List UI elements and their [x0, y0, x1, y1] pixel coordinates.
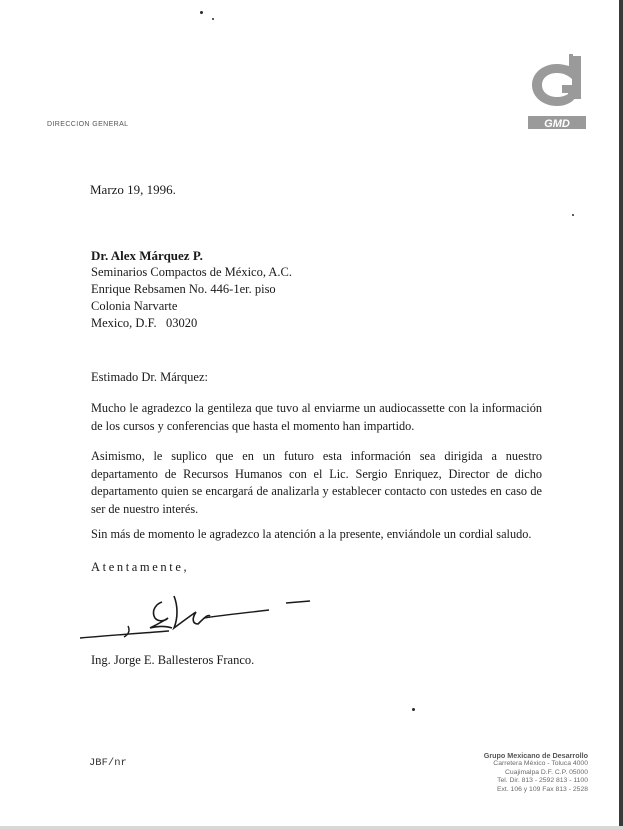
- handwritten-signature: [74, 588, 314, 644]
- salutation: Estimado Dr. Márquez:: [91, 370, 208, 384]
- footer-company: Grupo Mexicano de Desarrollo: [483, 751, 588, 760]
- signer-name: Ing. Jorge E. Ballesteros Franco.: [91, 653, 255, 667]
- recipient-neighborhood: Colonia Narvarte: [91, 299, 178, 313]
- gmd-logo: [526, 52, 588, 130]
- recipient-address-block: [91, 247, 292, 332]
- footer-address-line: Carretera México - Toluca 4000: [493, 760, 588, 768]
- body-paragraph: Asimismo, le suplico que en un futuro esta información sea dirigida a nuestro departamento de Recursos Humanos con el Lic. Sergio Enriquez, Director de dicho departamento quien se encargará de analizarla y establecer contacto con ustedes en caso de ser de nuestro interés.: [91, 449, 542, 516]
- logo-text: GMD: [544, 118, 570, 130]
- scan-speck: [572, 214, 574, 216]
- scan-border-right: [619, 0, 623, 829]
- body-paragraph: Sin más de momento le agradezco la atención a la presente, enviándole un cordial saludo.: [91, 527, 532, 541]
- recipient-street: Enrique Rebsamen No. 446-1er. piso: [91, 282, 276, 296]
- scan-speck: [200, 11, 203, 14]
- reference-initials: JBF/nr: [89, 757, 127, 769]
- footer-phone-line: Tel. Dir. 813 - 2592 813 - 1100: [497, 777, 588, 785]
- department-label: DIRECCION GENERAL: [47, 121, 129, 128]
- footer-phone-line: Ext. 106 y 109 Fax 813 - 2528: [496, 785, 588, 793]
- recipient-name: Dr. Alex Márquez P.: [91, 248, 203, 263]
- scan-speck: [412, 708, 415, 711]
- letter-date: Marzo 19, 1996.: [90, 182, 176, 197]
- recipient-organization: Seminarios Compactos de México, A.C.: [91, 265, 293, 279]
- letterhead-footer: [484, 752, 588, 794]
- scan-speck: [212, 18, 214, 20]
- closing-phrase: Atentamente,: [91, 560, 190, 574]
- recipient-city: Mexico, D.F. 03020: [91, 316, 198, 330]
- body-paragraph: Mucho le agradezco la gentileza que tuvo al enviarme un audiocassette con la información de los cursos y conferencias que hasta el momento han impartido.: [91, 401, 542, 433]
- footer-address-line: Cuajimalpa D.F. C.P. 05000: [505, 768, 588, 776]
